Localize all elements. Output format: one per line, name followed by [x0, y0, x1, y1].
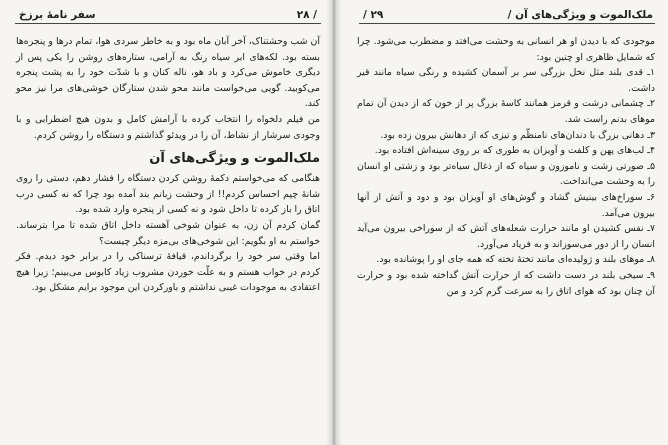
right-intro-paragraph: موجودی که با دیدن او هر انسانی به وحشت می‌افتد و مضطرب می‌شود. چرا که شمایل ظاهری او چنین بود: — [357, 36, 655, 63]
list-item: ۷ـ نفس کشیدن او مانند حرارت شعله‌های آتش که از سوراخی بیرون می‌آید انسان را از دور می‌سوزاند و به فریاد می‌آورد. — [357, 223, 655, 250]
left-page — [0, 0, 333, 445]
list-item: ۳ـ دهانی بزرگ با دندان‌های نامنظّم و تیزی که از دهانش بیرون زده بود. — [380, 129, 655, 141]
left-header-title: سفر نامهٔ برزخ — [19, 9, 96, 21]
right-page-header — [359, 7, 655, 24]
book-gutter — [326, 0, 342, 445]
list-item: ۶ـ سوراخ‌های بینیش گشاد و گوش‌های او آویزان بود و دود و آتش از آنها بیرون می‌آمد. — [357, 191, 655, 219]
left-page-number: ۲۸ / — [296, 9, 317, 21]
list-item: ۸ـ موهای بلند و ژولیده‌ای مانند تختهٔ تخته که همه جای او را پوشانده بود. — [376, 254, 655, 266]
list-item: ۲ـ چشمانی درشت و قرمز همانند کاسهٔ بزرگ پر از خون که از دیدن آن تمام موهای بدنم راست شد. — [357, 98, 655, 125]
list-item: ۱ـ قدی بلند مثل نخل بزرگی سر بر آسمان کشیده و رنگی سیاه مانند قیر داشت. — [357, 67, 655, 94]
list-item: ۵ـ صورتی زشت و ناموزون و سیاه که از ذغال سیاه‌تر بود و زشتی او انسان را به وحشت می‌انداخت. — [357, 160, 655, 188]
left-page-text — [16, 34, 320, 296]
left-body-paragraph-2: گمان کردم آن زن، به عنوان شوخی آهسته داخل اتاق شده تا مرا بترساند. خواستم به او بگویم: این شوخی‌های بی‌مزه دیگر چیست؟ — [16, 219, 320, 247]
right-page-text — [357, 34, 655, 299]
list-item: ۹ـ سیخی بلند در دست داشت که از حرارت آتش گداخته شده بود و حرارت آن چنان بود که هوای اتاق را به سرعت گرم کرد و من — [357, 269, 655, 297]
section-title: ملک‌الموت و ویژگی‌های آن — [149, 151, 320, 167]
right-page — [337, 0, 668, 445]
left-intro-paragraph: آن شب وحشتناک، آخر آبان ماه بود و به خاطر سردی هوا، تمام درها و پنجره‌ها بسته بود. لکه‌های ابر سیاه رنگ به آرامی، ستاره‌های روشن را یکی پس از دیگری خاموش می‌کرد و باد هو، ناله کنان و با شدّت خود را به پشت پنجره می‌کوبید. گویی می‌خواست مانند محو شدن ستارگان خوشی‌های مرا نیز محو کند. — [16, 36, 320, 110]
right-header-title: ملک‌الموت و ویژگی‌های آن / — [507, 9, 653, 21]
left-page-header — [15, 7, 321, 24]
list-item: ۴ـ لب‌های پهن و کلفت و آویزان به طوری که بر روی سینه‌اش افتاده بود. — [374, 145, 655, 157]
right-page-number: / ۲۹ — [363, 9, 384, 21]
left-intro-paragraph-2: من فیلم دلخواه را انتخاب کرده با آرامش کامل و بدون هیچ اضطرابی و با وجودی سرشار از نشاط، آن را در ویدئو گذاشتم و دستگاه را روشن کردم. — [16, 113, 320, 141]
left-body-paragraph: هنگامی که می‌خواستم دکمهٔ روشن کردن دستگاه را فشار دهم، دستی را روی شانهٔ چپم احساس کردم!! از وحشت زبانم بند آمده بود چرا که نه کسی درب اتاق را باز کرده تا داخل شود و نه کسی از پنجره وارد شده بود. — [16, 173, 320, 216]
left-body-paragraph-3: اما وقتی سر خود را برگرداندم، قیافهٔ ترسناکی را در برابر خود دیدم. فکر کردم در خواب هستم و به علّت خوردن مشروب زیاد کابوس می‌بینم؛ زیرا هیچ اعتقادی به موجودات غیبی نداشتم و باورکردن این موجود برایم مشکل بود. — [16, 251, 320, 294]
